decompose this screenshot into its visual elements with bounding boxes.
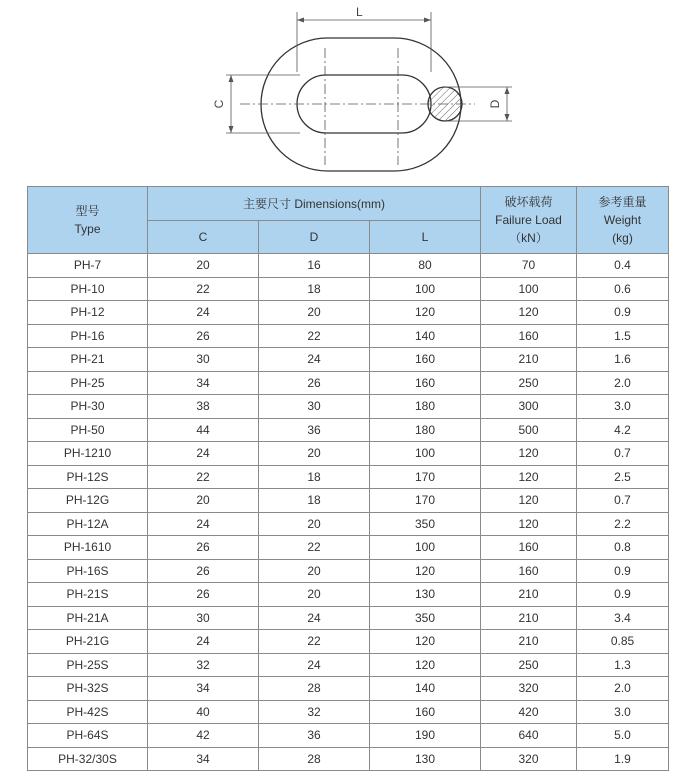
cell-c: 22	[148, 277, 259, 301]
header-c: C	[148, 221, 259, 254]
cell-load: 70	[481, 254, 577, 278]
cell-d: 24	[259, 606, 370, 630]
cell-type: PH-10	[28, 277, 148, 301]
cell-type: PH-21A	[28, 606, 148, 630]
table-row	[28, 536, 669, 560]
cell-load: 100	[481, 277, 577, 301]
cell-l: 190	[370, 724, 481, 748]
cell-c: 20	[148, 489, 259, 513]
cell-type: PH-1210	[28, 442, 148, 466]
cell-load: 500	[481, 418, 577, 442]
cell-weight: 1.6	[577, 348, 669, 372]
cell-weight: 3.0	[577, 700, 669, 724]
cell-weight: 3.0	[577, 395, 669, 419]
cell-load: 210	[481, 583, 577, 607]
wire-cross-section	[428, 87, 462, 121]
table-row	[28, 724, 669, 748]
cell-type: PH-7	[28, 254, 148, 278]
cell-weight: 1.9	[577, 747, 669, 771]
cell-c: 26	[148, 324, 259, 348]
cell-load: 210	[481, 348, 577, 372]
cell-d: 28	[259, 677, 370, 701]
cell-weight: 4.2	[577, 418, 669, 442]
cell-d: 22	[259, 536, 370, 560]
table-row	[28, 653, 669, 677]
cell-l: 120	[370, 559, 481, 583]
cell-c: 26	[148, 536, 259, 560]
dimension-d-label: D	[488, 99, 502, 109]
table-row	[28, 395, 669, 419]
table-row	[28, 277, 669, 301]
cell-c: 26	[148, 559, 259, 583]
cell-l: 120	[370, 630, 481, 654]
cell-load: 120	[481, 512, 577, 536]
cell-d: 20	[259, 559, 370, 583]
table-row	[28, 442, 669, 466]
table-row	[28, 489, 669, 513]
cell-load: 160	[481, 559, 577, 583]
cell-c: 34	[148, 677, 259, 701]
cell-l: 80	[370, 254, 481, 278]
table-row	[28, 301, 669, 325]
table-row	[28, 418, 669, 442]
cell-load: 120	[481, 465, 577, 489]
cell-c: 42	[148, 724, 259, 748]
header-l: L	[370, 221, 481, 254]
cell-weight: 1.3	[577, 653, 669, 677]
cell-type: PH-16S	[28, 559, 148, 583]
table-row	[28, 606, 669, 630]
cell-weight: 0.9	[577, 559, 669, 583]
cell-type: PH-50	[28, 418, 148, 442]
cell-l: 120	[370, 301, 481, 325]
cell-weight: 1.5	[577, 324, 669, 348]
header-dimensions: 主要尺寸 Dimensions(mm)	[148, 187, 481, 221]
cell-c: 34	[148, 747, 259, 771]
cell-load: 210	[481, 630, 577, 654]
table-row	[28, 324, 669, 348]
cell-d: 30	[259, 395, 370, 419]
cell-l: 180	[370, 418, 481, 442]
table-row	[28, 559, 669, 583]
cell-c: 44	[148, 418, 259, 442]
header-weight: 参考重量 Weight (kg)	[577, 187, 669, 254]
table-row	[28, 348, 669, 372]
cell-type: PH-25S	[28, 653, 148, 677]
cell-c: 30	[148, 606, 259, 630]
cell-d: 20	[259, 512, 370, 536]
cell-l: 100	[370, 442, 481, 466]
header-d: D	[259, 221, 370, 254]
cell-load: 160	[481, 536, 577, 560]
cell-type: PH-21S	[28, 583, 148, 607]
cell-type: PH-21	[28, 348, 148, 372]
cell-load: 640	[481, 724, 577, 748]
cell-l: 140	[370, 324, 481, 348]
table-row	[28, 371, 669, 395]
cell-d: 24	[259, 348, 370, 372]
cell-d: 26	[259, 371, 370, 395]
cell-load: 250	[481, 653, 577, 677]
cell-type: PH-32/30S	[28, 747, 148, 771]
cell-type: PH-1610	[28, 536, 148, 560]
cell-load: 420	[481, 700, 577, 724]
cell-c: 24	[148, 630, 259, 654]
cell-l: 140	[370, 677, 481, 701]
cell-weight: 0.4	[577, 254, 669, 278]
cell-load: 320	[481, 677, 577, 701]
cell-d: 18	[259, 465, 370, 489]
cell-weight: 0.9	[577, 301, 669, 325]
cell-type: PH-12A	[28, 512, 148, 536]
specification-table	[27, 186, 669, 771]
cell-type: PH-64S	[28, 724, 148, 748]
cell-l: 160	[370, 700, 481, 724]
cell-c: 38	[148, 395, 259, 419]
cell-l: 100	[370, 277, 481, 301]
cell-weight: 2.2	[577, 512, 669, 536]
cell-load: 300	[481, 395, 577, 419]
cell-d: 20	[259, 583, 370, 607]
table-row	[28, 700, 669, 724]
dimension-c-label: C	[212, 99, 226, 109]
cell-type: PH-32S	[28, 677, 148, 701]
cell-load: 210	[481, 606, 577, 630]
cell-c: 22	[148, 465, 259, 489]
cell-load: 120	[481, 489, 577, 513]
table-row	[28, 512, 669, 536]
table-row	[28, 630, 669, 654]
cell-d: 32	[259, 700, 370, 724]
cell-weight: 0.6	[577, 277, 669, 301]
cell-l: 120	[370, 653, 481, 677]
cell-type: PH-12S	[28, 465, 148, 489]
cell-l: 130	[370, 747, 481, 771]
cell-d: 18	[259, 489, 370, 513]
cell-d: 28	[259, 747, 370, 771]
cell-d: 16	[259, 254, 370, 278]
cell-d: 18	[259, 277, 370, 301]
cell-load: 320	[481, 747, 577, 771]
cell-load: 250	[481, 371, 577, 395]
cell-c: 24	[148, 301, 259, 325]
chain-link-diagram	[0, 0, 691, 180]
cell-weight: 3.4	[577, 606, 669, 630]
cell-d: 36	[259, 724, 370, 748]
table-row	[28, 254, 669, 278]
cell-weight: 2.0	[577, 371, 669, 395]
cell-c: 32	[148, 653, 259, 677]
cell-weight: 2.0	[577, 677, 669, 701]
cell-d: 24	[259, 653, 370, 677]
cell-d: 36	[259, 418, 370, 442]
header-failure-load: 破坏载荷 Failure Load （kN）	[481, 187, 577, 254]
cell-l: 160	[370, 371, 481, 395]
cell-l: 170	[370, 465, 481, 489]
header-type: 型号 Type	[28, 187, 148, 254]
table-row	[28, 583, 669, 607]
cell-weight: 5.0	[577, 724, 669, 748]
cell-weight: 0.7	[577, 442, 669, 466]
cell-type: PH-42S	[28, 700, 148, 724]
cell-weight: 0.85	[577, 630, 669, 654]
cell-d: 20	[259, 442, 370, 466]
cell-weight: 0.7	[577, 489, 669, 513]
cell-weight: 0.9	[577, 583, 669, 607]
cell-weight: 2.5	[577, 465, 669, 489]
cell-c: 20	[148, 254, 259, 278]
cell-c: 34	[148, 371, 259, 395]
cell-l: 350	[370, 512, 481, 536]
cell-type: PH-21G	[28, 630, 148, 654]
cell-type: PH-12	[28, 301, 148, 325]
cell-l: 100	[370, 536, 481, 560]
table-row	[28, 465, 669, 489]
cell-type: PH-30	[28, 395, 148, 419]
cell-d: 22	[259, 324, 370, 348]
cell-c: 24	[148, 442, 259, 466]
cell-type: PH-12G	[28, 489, 148, 513]
table-row	[28, 747, 669, 771]
cell-load: 120	[481, 442, 577, 466]
cell-l: 160	[370, 348, 481, 372]
dimension-l-label: L	[356, 5, 363, 19]
cell-l: 350	[370, 606, 481, 630]
cell-weight: 0.8	[577, 536, 669, 560]
cell-d: 20	[259, 301, 370, 325]
cell-load: 160	[481, 324, 577, 348]
cell-l: 130	[370, 583, 481, 607]
cell-l: 170	[370, 489, 481, 513]
cell-type: PH-25	[28, 371, 148, 395]
cell-c: 26	[148, 583, 259, 607]
cell-load: 120	[481, 301, 577, 325]
cell-c: 30	[148, 348, 259, 372]
table-row	[28, 677, 669, 701]
cell-l: 180	[370, 395, 481, 419]
cell-type: PH-16	[28, 324, 148, 348]
cell-d: 22	[259, 630, 370, 654]
cell-c: 40	[148, 700, 259, 724]
cell-c: 24	[148, 512, 259, 536]
